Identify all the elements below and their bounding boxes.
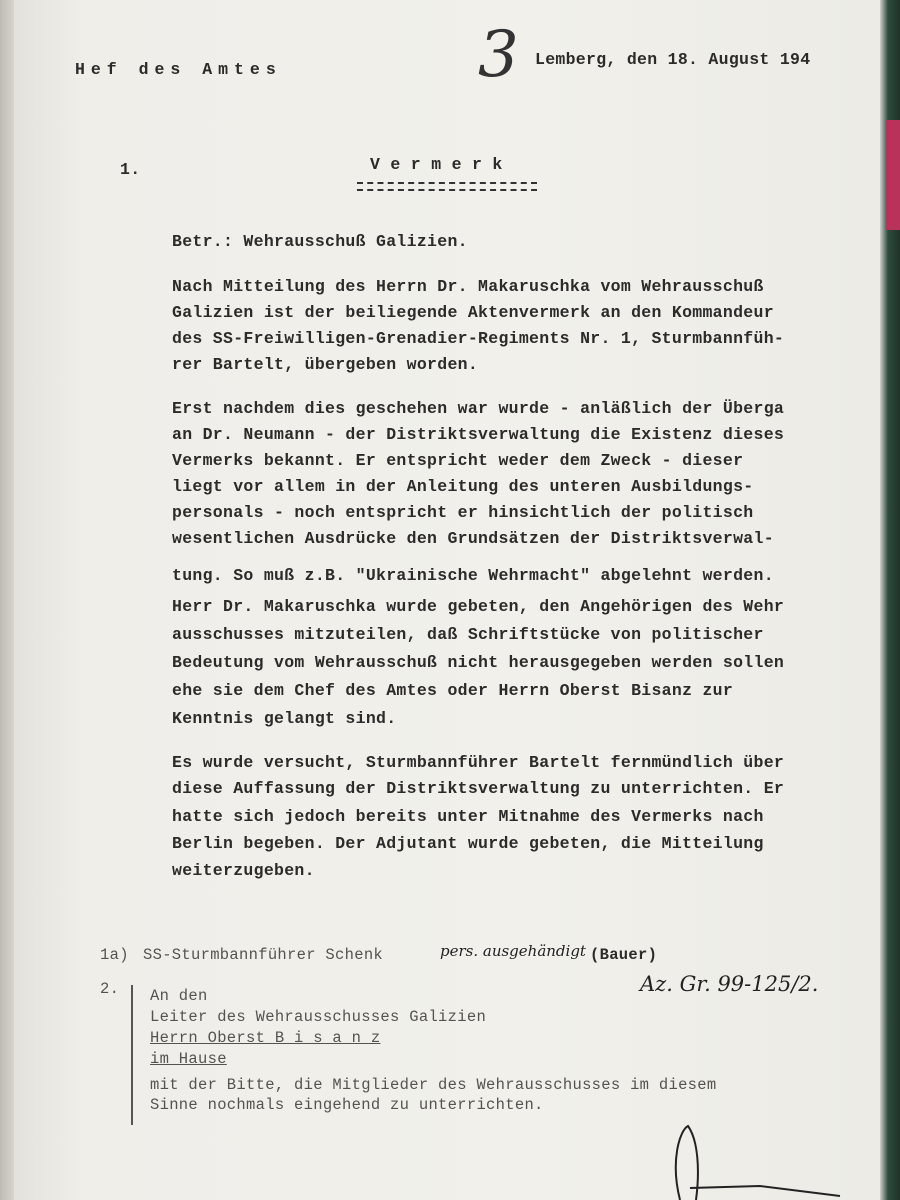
title-underline (357, 182, 537, 191)
body-line: liegt vor allem in der Anleitung des unteren Ausbildungs- (172, 477, 754, 496)
signature-mark (640, 1120, 880, 1200)
body-line: Nach Mitteilung des Herrn Dr. Makaruschka vom Wehrausschuß (172, 277, 764, 296)
handwritten-number: 3 (478, 18, 519, 92)
page-left-edge (0, 0, 14, 1200)
body-line: diese Auffassung der Distriktsverwaltung zu unterrichten. Er (172, 779, 785, 798)
body-line: Berlin begeben. Der Adjutant wurde gebeten, die Mitteilung (172, 834, 764, 853)
body-line: ausschusses mitzuteilen, daß Schriftstücke von politischer (172, 625, 764, 644)
body-line: des SS-Freiwilligen-Grenadier-Regiments Nr. 1, Sturmbannfüh- (172, 329, 785, 348)
reference-handwritten: Az. Gr. 99-125/2. (640, 972, 819, 996)
office-heading: Hef des Amtes (75, 60, 282, 79)
item-1a-handwritten: pers. ausgehändigt (440, 942, 586, 960)
body-line: Vermerks bekannt. Er entspricht weder dem Zweck - dieser (172, 451, 744, 470)
item-2-label: 2. (100, 980, 120, 998)
item-1a-text: SS-Sturmbannführer Schenk (143, 946, 384, 964)
item-1a-suffix: (Bauer) (590, 946, 658, 964)
address-line: An den (150, 987, 208, 1005)
body-line: Kenntnis gelangt sind. (172, 709, 397, 728)
address-line: Leiter des Wehrausschusses Galizien (150, 1008, 487, 1026)
document-title: V e r m e r k (370, 155, 503, 174)
body-line: Herr Dr. Makaruschka wurde gebeten, den Angehörigen des Wehr (172, 597, 785, 616)
margin-bracket (131, 985, 133, 1125)
pink-tab (886, 120, 900, 230)
body-line: tung. So muß z.B. "Ukrainische Wehrmacht" abgelehnt werden. (172, 566, 774, 585)
item-1a-label: 1a) (100, 946, 129, 964)
address-line: Herrn Oberst B i s a n z (150, 1029, 381, 1047)
address-line: im Hause (150, 1050, 227, 1068)
body-line: hatte sich jedoch bereits unter Mitnahme des Vermerks nach (172, 807, 764, 826)
body-line: weiterzugeben. (172, 861, 315, 880)
body-line: wesentlichen Ausdrücke den Grundsätzen der Distriktsverwal- (172, 529, 774, 548)
body-line: personals - noch entspricht er hinsichtlich der politisch (172, 503, 754, 522)
body-line: Es wurde versucht, Sturmbannführer Bartelt fernmündlich über (172, 753, 785, 772)
body-line: Bedeutung vom Wehrausschuß nicht herausgegeben werden sollen (172, 653, 785, 672)
body-line: ehe sie dem Chef des Amtes oder Herrn Oberst Bisanz zur (172, 681, 734, 700)
section-number: 1. (120, 160, 141, 179)
place-date: Lemberg, den 18. August 194 (535, 50, 811, 69)
body-line: Galizien ist der beiliegende Aktenvermerk an den Kommandeur (172, 303, 774, 322)
body-line: Erst nachdem dies geschehen war wurde - anläßlich der Überga (172, 399, 785, 418)
body-line: an Dr. Neumann - der Distriktsverwaltung die Existenz dieses (172, 425, 785, 444)
body-line: rer Bartelt, übergeben worden. (172, 355, 479, 374)
subject-line: Betr.: Wehrausschuß Galizien. (172, 232, 468, 251)
closing-line: Sinne nochmals eingehend zu unterrichten. (150, 1096, 544, 1114)
closing-line: mit der Bitte, die Mitglieder des Wehrausschusses im diesem (150, 1076, 717, 1094)
